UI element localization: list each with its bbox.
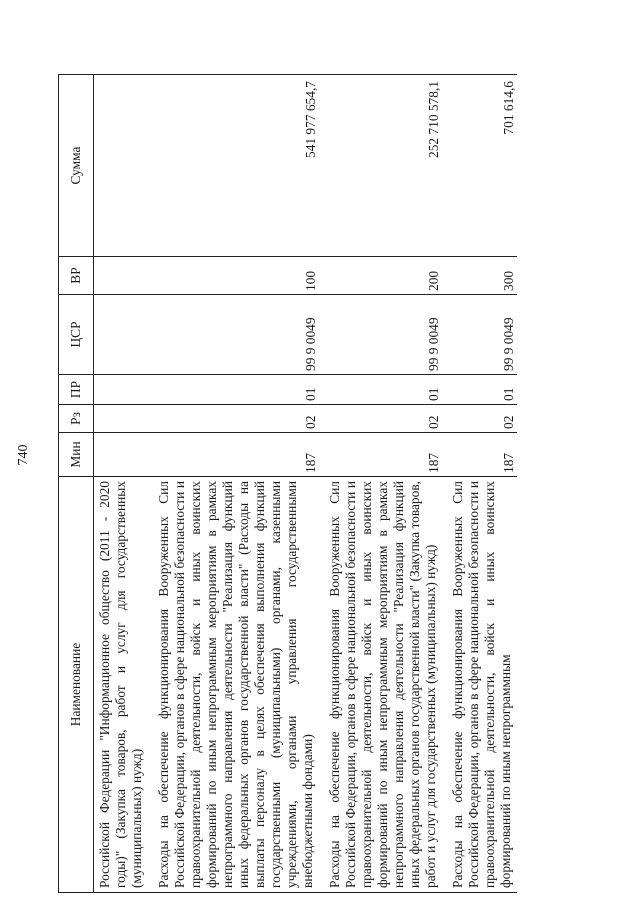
row-pr: 01: [319, 375, 442, 405]
header-rz: Рз: [59, 405, 94, 433]
row-vr: [94, 257, 149, 295]
row-rz: [94, 405, 149, 433]
header-vr: ВР: [59, 257, 94, 295]
row-min: 187: [319, 433, 442, 477]
header-name: Наименование: [59, 477, 94, 893]
row-csr: 99 9 0049: [319, 295, 442, 375]
row-rz: 02: [442, 405, 517, 433]
row-vr: 200: [319, 257, 442, 295]
row-rz: 02: [319, 405, 442, 433]
header-sum: Сумма: [59, 75, 94, 257]
row-name: Расходы на обеспечение функционирования Вооруженных Сил Российской Федерации, органов в сфере национальной безопасности и правоохранительной деятельности, войск и иных воинских формирований по иным непрограммным мероприятиям в рамках непрограммного направления деятельности "Реализация функций иных федеральных органов государственной власти" (Расходы на выплаты персоналу в целях обеспечения выполнения функций государственными (муниципальными) органами, казенными учреждениями, органами управления государственными внебюджетными фондами): [148, 477, 319, 893]
row-min: [94, 433, 149, 477]
row-csr: 99 9 0049: [442, 295, 517, 375]
row-min: 187: [442, 433, 517, 477]
row-name: Расходы на обеспечение функционирования Вооруженных Сил Российской Федерации, органов в сфере национальной безопасности и правоохранительной деятельности, войск и иных воинских формирований по иным непрограммным: [442, 477, 517, 893]
table-row: [319, 75, 442, 893]
row-rz: 02: [148, 405, 319, 433]
page-number: 740: [16, 444, 31, 466]
table-row: [148, 75, 319, 893]
row-pr: 01: [442, 375, 517, 405]
row-sum: 541 977 654,7: [148, 75, 319, 257]
row-pr: 01: [148, 375, 319, 405]
row-sum: [94, 75, 149, 257]
row-name: Российской Федерации "Информационное общество (2011 - 2020 годы)" (Закупка товаров, работ и услуг для государственных (муниципальных) нужд): [94, 477, 149, 893]
row-pr: [94, 375, 149, 405]
table-header-row: [59, 75, 94, 893]
header-pr: ПР: [59, 375, 94, 405]
row-csr: 99 9 0049: [148, 295, 319, 375]
row-name: Расходы на обеспечение функционирования Вооруженных Сил Российской Федерации, органов в сфере национальной безопасности и правоохранительной деятельности, войск и иных воинских формирований по иным непрограммным мероприятиям в рамках непрограммного направления деятельности "Реализация функций иных федеральных органов государственной власти" (Закупка товаров, работ и услуг для государственных (муниципальных) нужд): [319, 477, 442, 893]
row-sum: 701 614,6: [442, 75, 517, 257]
row-min: 187: [148, 433, 319, 477]
table-row: [94, 75, 149, 893]
budget-table: [58, 74, 517, 893]
table-row: [442, 75, 517, 893]
row-sum: 252 710 578,1: [319, 75, 442, 257]
row-csr: [94, 295, 149, 375]
row-vr: 100: [148, 257, 319, 295]
header-csr: ЦСР: [59, 295, 94, 375]
row-vr: 300: [442, 257, 517, 295]
header-min: Мин: [59, 433, 94, 477]
